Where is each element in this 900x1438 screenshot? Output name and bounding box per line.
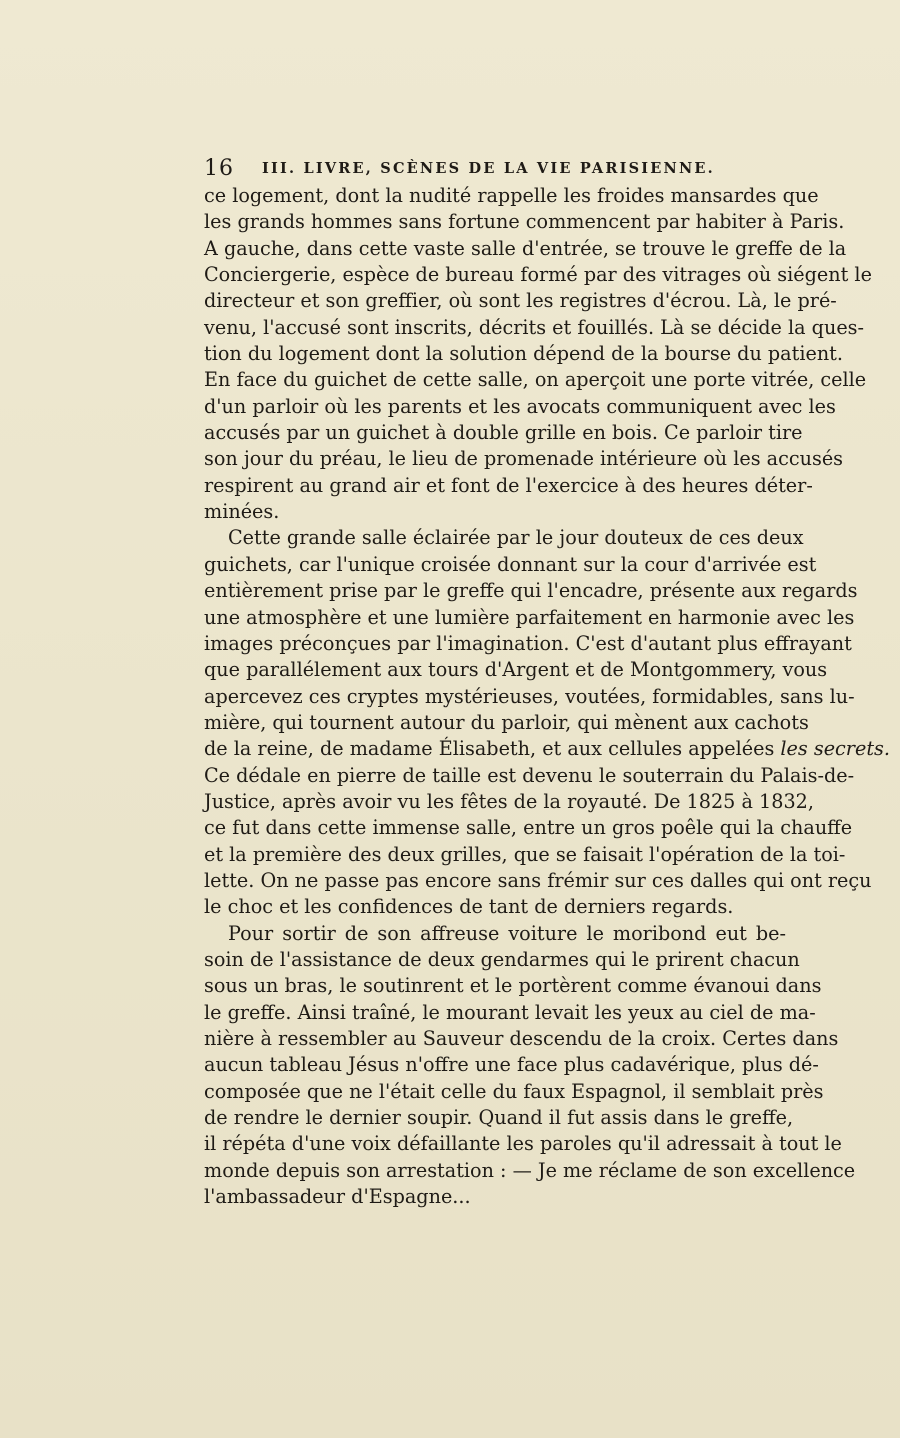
text-line: monde depuis son arrestation : — Je me réclame de son excellence <box>204 1158 856 1182</box>
text-line: Ce dédale en pierre de taille est devenu le souterrain du Palais-de- <box>204 763 855 787</box>
text-line: accusés par un guichet à double grille en bois. Ce parloir tire <box>204 421 803 445</box>
text-line: son jour du préau, le lieu de promenade intérieure où les accusés <box>204 447 844 471</box>
page-header <box>204 156 786 186</box>
italic-phrase: les secrets. <box>780 737 890 761</box>
text-line: soin de l'assistance de deux gendarmes qui le prirent chacun <box>204 947 800 971</box>
text-line: de rendre le dernier soupir. Quand il fut assis dans le greffe, <box>204 1106 794 1130</box>
body-text <box>204 183 890 1210</box>
text-line: minées. <box>204 500 280 524</box>
text-line: une atmosphère et une lumière parfaitement en harmonie avec les <box>204 605 855 629</box>
text-line: aucun tableau Jésus n'offre une face plus cadavérique, plus dé- <box>204 1053 819 1077</box>
text-line: mière, qui tournent autour du parloir, qui mènent aux cachots <box>204 710 809 734</box>
text-line: apercevez ces cryptes mystérieuses, voutées, formidables, sans lu- <box>204 684 855 708</box>
page-number: 16 <box>204 156 234 181</box>
text-line-with-italic <box>204 736 890 762</box>
text-span: de la reine, de madame Élisabeth, et aux cellules appelées <box>204 737 775 761</box>
text-line: En face du guichet de cette salle, on aperçoit une porte vitrée, celle <box>204 368 867 392</box>
text-line: le greffe. Ainsi traîné, le mourant levait les yeux au ciel de ma- <box>204 1000 816 1024</box>
text-line: l'ambassadeur d'Espagne... <box>204 1185 471 1209</box>
text-line: les grands hommes sans fortune commencent par habiter à Paris. <box>204 210 845 234</box>
text-line: ce fut dans cette immense salle, entre un gros poêle qui la chauffe <box>204 816 853 840</box>
text-line: que parallélement aux tours d'Argent et de Montgommery, vous <box>204 658 828 682</box>
text-line: il répéta d'une voix défaillante les paroles qu'il adressait à tout le <box>204 1132 842 1156</box>
text-line: venu, l'accusé sont inscrits, décrits et fouillés. Là se décide la ques- <box>204 315 865 339</box>
text-line: ce logement, dont la nudité rappelle les froides mansardes que <box>204 184 819 207</box>
text-line: directeur et son greffier, où sont les registres d'écrou. Là, le pré- <box>204 289 837 313</box>
text-line: nière à ressembler au Sauveur descendu de la croix. Certes dans <box>204 1027 839 1050</box>
text-line: Justice, après avoir vu les fêtes de la royauté. De 1825 à 1832, <box>204 789 814 813</box>
text-line: lette. On ne passe pas encore sans frémir sur ces dalles qui ont reçu <box>204 868 872 892</box>
text-line: respirent au grand air et font de l'exercice à des heures déter- <box>204 473 813 497</box>
text-line: et la première des deux grilles, que se faisait l'opération de la toi- <box>204 842 846 866</box>
text-line: guichets, car l'unique croisée donnant sur la cour d'arrivée est <box>204 552 817 576</box>
text-line: Conciergerie, espèce de bureau formé par des vitrages où siégent le <box>204 263 872 287</box>
text-line: le choc et les confidences de tant de derniers regards. <box>204 895 734 919</box>
text-line: composée que ne l'était celle du faux Espagnol, il semblait près <box>204 1079 824 1103</box>
running-head: III. LIVRE, SCÈNES DE LA VIE PARISIENNE. <box>262 160 715 177</box>
text-line: entièrement prise par le greffe qui l'encadre, présente aux regards <box>204 579 858 603</box>
text-line: tion du logement dont la solution dépend de la bourse du patient. <box>204 342 843 366</box>
text-line: images préconçues par l'imagination. C'est d'autant plus effrayant <box>204 631 852 655</box>
text-line: A gauche, dans cette vaste salle d'entrée, se trouve le greffe de la <box>204 236 847 260</box>
text-line: d'un parloir où les parents et les avocats communiquent avec les <box>204 394 836 418</box>
paragraph-start-line: Pour sortir de son affreuse voiture le moribond eut be- <box>228 921 786 945</box>
paragraph-start-line: Cette grande salle éclairée par le jour douteux de ces deux <box>228 526 804 550</box>
text-line: sous un bras, le soutinrent et le portèrent comme évanoui dans <box>204 974 822 998</box>
